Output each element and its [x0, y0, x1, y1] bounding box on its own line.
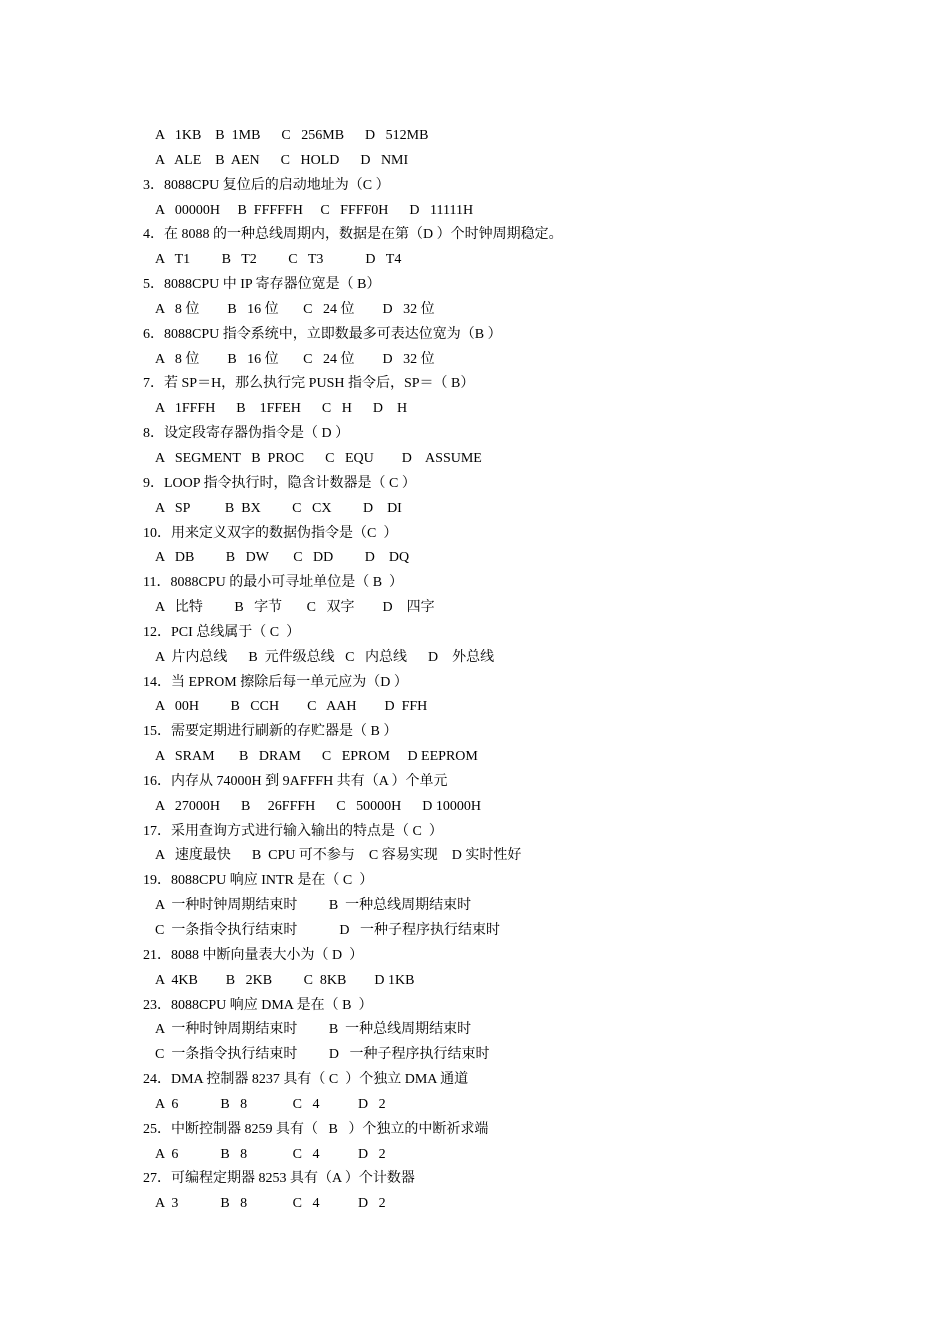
- answer-options: A 6 B 8 C 4 D 2: [155, 1146, 386, 1162]
- answer-options: A 8 位 B 16 位 C 24 位 D 32 位: [155, 351, 435, 367]
- answer-options: A 00H B CCH C AAH D FFH: [155, 699, 428, 715]
- answer-options: C 一条指令执行结束时 D 一种子程序执行结束时: [155, 923, 500, 938]
- question-text: 27．可编程定期器 8253 具有（A ）个计数器: [143, 1171, 415, 1187]
- answer-options: A 8 位 B 16 位 C 24 位 D 32 位: [155, 301, 435, 317]
- question-text: 11．8088CPU 的最小可寻址单位是（ B ）: [143, 575, 404, 591]
- answer-options: A 27000H B 26FFFH C 50000H D 10000H: [155, 798, 481, 814]
- answer-options: A 一种时钟周期结束时 B 一种总线周期结束时: [155, 898, 472, 914]
- question-text: 7．若 SP＝H，那么执行完 PUSH 指令后，SP＝（ B）: [143, 376, 475, 392]
- answer-options: A 1FFFH B 1FFEH C H D H: [155, 401, 408, 417]
- answer-options: A SEGMENT B PROC C EQU D ASSUME: [155, 450, 482, 466]
- answer-options: A 4KB B 2KB C 8KB D 1KB: [155, 972, 415, 988]
- answer-options: A DB B DW C DD D DQ: [155, 550, 410, 566]
- answer-options: A 6 B 8 C 4 D 2: [155, 1096, 386, 1112]
- question-text: 15．需要定期进行刷新的存贮器是（ B ）: [143, 724, 398, 740]
- question-text: 4．在 8088 的一种总线周期内，数据是在第（D ）个时钟周期稳定。: [143, 227, 563, 243]
- question-text: 8．设定段寄存器伪指令是（ D ）: [143, 426, 350, 442]
- answer-options: A 速度最快 B CPU 可不参与 C 容易实现 D 实时性好: [155, 848, 522, 864]
- answer-options: A SP B BX C CX D DI: [155, 500, 402, 516]
- question-text: 24．DMA 控制器 8237 具有（ C ）个独立 DMA 通道: [143, 1072, 469, 1088]
- question-text: 25．中断控制器 8259 具有（ B ）个独立的中断祈求端: [143, 1121, 489, 1137]
- answer-options: A T1 B T2 C T3 D T4: [155, 252, 402, 268]
- question-text: 19．8088CPU 响应 INTR 是在（ C ）: [143, 873, 374, 889]
- question-text: 6．8088CPU 指令系统中，立即数最多可表达位宽为（B ）: [143, 326, 502, 342]
- question-text: 10．用来定义双字的数据伪指令是（C ）: [143, 525, 398, 541]
- question-text: 14．当 EPROM 擦除后每一单元应为（D ）: [143, 674, 408, 690]
- answer-options: A 片内总线 B 元件级总线 C 内总线 D 外总线: [155, 649, 495, 665]
- answer-options: A 比特 B 字节 C 双字 D 四字: [155, 600, 435, 616]
- answer-options: C 一条指令执行结束时 D 一种子程序执行结束时: [155, 1047, 490, 1063]
- question-text: 23．8088CPU 响应 DMA 是在（ B ）: [143, 997, 373, 1013]
- question-text: 17．采用查询方式进行输入输出的特点是（ C ）: [143, 823, 443, 839]
- question-text: 5．8088CPU 中 IP 寄存器位宽是（ B）: [143, 277, 381, 293]
- answer-options: A 一种时钟周期结束时 B 一种总线周期结束时: [155, 1022, 472, 1038]
- answer-options: A 00000H B FFFFFH C FFFF0H D 11111H: [155, 202, 474, 218]
- question-list: [0, 124, 950, 1217]
- question-text: 16．内存从 74000H 到 9AFFFH 共有（A ）个单元: [143, 773, 448, 789]
- answer-options: A ALE B AEN C HOLD D NMI: [155, 152, 409, 168]
- answer-options: A 3 B 8 C 4 D 2: [155, 1196, 386, 1212]
- question-text: 12．PCI 总线属于（ C ）: [143, 624, 301, 640]
- question-text: 21．8088 中断向量表大小为（ D ）: [143, 947, 364, 963]
- answer-options: A SRAM B DRAM C EPROM D EEPROM: [155, 749, 478, 765]
- answer-options: A 1KB B 1MB C 256MB D 512MB: [155, 128, 429, 143]
- question-text: 3．8088CPU 复位后的启动地址为（C ）: [143, 177, 390, 193]
- question-text: 9．LOOP 指令执行时，隐含计数器是（ C ）: [143, 475, 416, 491]
